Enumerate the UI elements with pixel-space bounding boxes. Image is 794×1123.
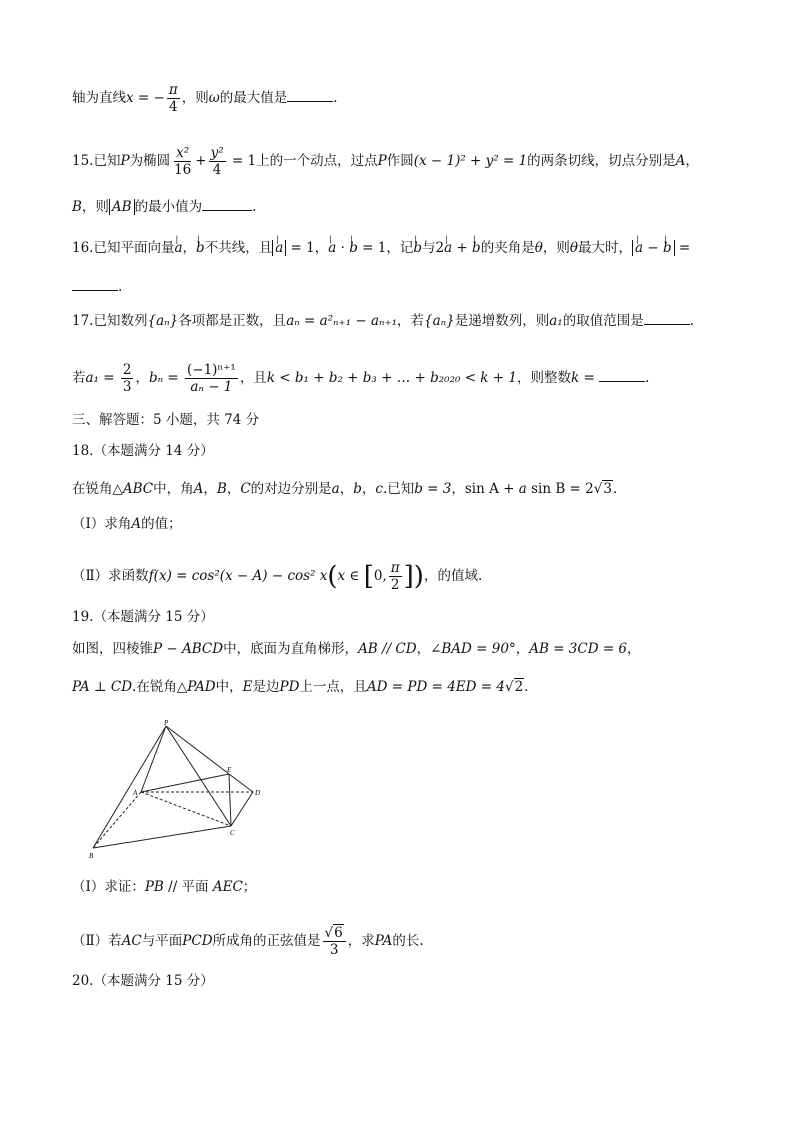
sqrt-radicand: 2: [514, 679, 524, 695]
text: .已知: [382, 481, 415, 497]
label-D: D: [255, 789, 261, 797]
text: ，: [226, 481, 241, 497]
formula: (x − 1)² + y² = 1: [413, 153, 528, 169]
section-heading: 三、解答题：5 小题，共 74 分: [72, 412, 260, 428]
frac-num: π: [390, 560, 400, 576]
text: ，且: [239, 370, 267, 386]
text: 不共线，且: [204, 240, 273, 256]
p19-line1: [72, 639, 641, 659]
formula: k < b₁ + b₂ + b₃ + … + b₂₀₂₀ < k + 1: [266, 370, 517, 386]
var: C: [240, 481, 251, 497]
var: AEC: [212, 879, 243, 895]
frac-num: 2: [122, 362, 132, 378]
text: 15.已知: [72, 153, 121, 169]
formula: aₙ = a²ₙ₊₁ − aₙ₊₁: [286, 313, 398, 329]
label-B: B: [89, 852, 94, 860]
var: b: [353, 481, 362, 497]
text: （Ⅰ）求角: [72, 516, 132, 532]
text: 的值；: [141, 516, 182, 532]
var: P: [377, 153, 387, 169]
text: ，: [203, 481, 217, 497]
label-C: C: [230, 829, 235, 837]
text: 上一点，且: [299, 679, 367, 695]
fraction: [185, 362, 238, 395]
text: （Ⅱ）求函数: [72, 568, 149, 584]
var: a: [518, 481, 527, 497]
text: ，的值域.: [423, 568, 483, 584]
text: 所成角的正弦值是: [212, 933, 321, 949]
text: 的夹角是: [480, 240, 535, 256]
label-E: E: [227, 766, 232, 774]
text: 的最大值是: [219, 90, 288, 106]
var: θ: [534, 240, 543, 256]
formula: f(x) = cos²(x − A) − cos² x: [148, 568, 328, 584]
frac-num: x²: [176, 145, 190, 161]
text: ，则: [542, 240, 570, 256]
edge-DC: [231, 792, 253, 826]
var: E: [242, 679, 253, 695]
p18-line1: 在锐角△ABC中，角A，B，C的对边分别是a，b，c.已知b = 3，sin A + a sin B = 2√3.: [72, 481, 618, 497]
text: ，: [515, 641, 530, 657]
formula: x ∈: [337, 568, 364, 584]
fraction: [121, 362, 134, 395]
var: B: [72, 199, 82, 215]
p19-part2: [72, 925, 424, 958]
frac-den: 2: [390, 577, 400, 593]
frac-num: y²: [210, 145, 224, 161]
var: B: [216, 481, 227, 497]
fraction: [167, 82, 180, 115]
frac-den: 4: [168, 99, 178, 115]
var: PA: [374, 933, 393, 949]
label-A: A: [133, 789, 138, 797]
formula: b = 3: [414, 481, 452, 497]
text: ，则: [181, 90, 209, 106]
text: = 1，记: [357, 240, 414, 256]
vector: | a: [174, 238, 182, 258]
p14-end-line: 轴为直线x = − $\frac{\pi}{4}$ ，则ω的最大值是 .: [72, 82, 338, 115]
text: = 1上的一个动点，过点: [227, 153, 378, 169]
text: 与2: [421, 240, 445, 256]
text: 中，底面为直角梯形，: [223, 641, 359, 657]
p15-line1: 15.已知P为椭圆 $\frac{\text{x²}}{16}$ + $\frac{\text{y²}}{4}$ = 1上的一个动点，过点P作圆(x − 1)² + y² = 1的两条切线，切点分别是A，: [72, 145, 699, 178]
text: （Ⅱ）若: [72, 933, 122, 949]
edge-AE: [141, 774, 229, 792]
p18-part1: [72, 514, 182, 534]
p17-line2: 若a₁ = $\frac{2}{3}$ ，bₙ = $\frac{\text{(−1)ⁿ⁺¹}}{\text{aₙ − 1}}$ ，且k < b₁ + b₂ + b₃ + … + b₂₀₂₀ < k + 1，则整数k = .: [72, 362, 650, 395]
fraction: [389, 560, 402, 593]
pyramid-figure: [86, 718, 276, 860]
var: PCD: [182, 933, 213, 949]
formula: P − ABCD: [153, 641, 224, 657]
text: sin B = 2: [526, 481, 594, 497]
sqrt-radicand: 6: [334, 925, 343, 941]
text: 17.已知数列: [72, 313, 148, 329]
var: A: [675, 153, 686, 169]
text: +: [452, 240, 473, 256]
text: =: [674, 240, 691, 256]
edge-AB: [93, 792, 141, 848]
var: ω: [208, 90, 220, 106]
text: // 平面: [163, 879, 213, 895]
p16-line2: .: [72, 276, 122, 297]
frac-num: (−1)ⁿ⁺¹: [187, 362, 236, 378]
sequence: {aₙ}: [147, 313, 179, 329]
text: 各项都是正数，且: [178, 313, 287, 329]
vector: | b: [413, 238, 422, 258]
edge-PB: [93, 726, 166, 848]
frac-den: 16: [174, 162, 192, 178]
edge-AC: [141, 792, 231, 826]
p19-part1: [72, 877, 256, 897]
text: 若: [72, 370, 86, 386]
frac-den: 3: [329, 942, 339, 958]
text: 是递增数列，则: [454, 313, 550, 329]
text: 的取值范围是: [562, 313, 644, 329]
var: k: [570, 370, 580, 386]
text: ，sin A +: [451, 481, 519, 497]
formula: PA ⊥ CD: [72, 679, 133, 695]
vector: | a: [635, 238, 643, 258]
answer-blank: [644, 310, 690, 325]
vector: | b: [349, 238, 358, 258]
text: ，: [627, 641, 641, 657]
p16-line1: [72, 238, 690, 258]
p19-header: 19.（本题满分 15 分）: [72, 609, 214, 625]
vector: | b: [472, 238, 481, 258]
fraction: [209, 145, 226, 178]
vector: | a: [328, 238, 336, 258]
text: ，: [416, 641, 431, 657]
edge-ED: [229, 774, 253, 792]
p15-line2: B，则 AB 的最小值为 .: [72, 196, 256, 217]
p19-line2: PA ⊥ CD.在锐角△PAD中，E是边PD上一点，且AD = PD = 4ED = 4√2.: [72, 679, 529, 695]
var: a: [331, 481, 340, 497]
label-P: P: [164, 719, 169, 727]
formula: ∠BAD = 90°: [430, 641, 516, 657]
edge-PA: [141, 726, 166, 792]
text: ；: [242, 879, 257, 895]
text: 最大时，: [577, 240, 632, 256]
var: a₁: [85, 370, 99, 386]
text: 在锐角△: [72, 481, 123, 497]
frac-den: 3: [122, 379, 132, 395]
var: bₙ: [148, 370, 164, 386]
formula: AB = 3CD = 6: [529, 641, 628, 657]
frac-den: 4: [212, 162, 222, 178]
edge-PE: [166, 726, 229, 774]
text: 轴为直线: [72, 90, 126, 106]
text: 的长.: [392, 933, 424, 949]
var: PAD: [187, 679, 216, 695]
frac-num: π: [168, 82, 178, 98]
text: +: [195, 153, 207, 169]
edge-BC: [93, 826, 231, 848]
text: 16.已知平面向量: [72, 240, 175, 256]
text: ，: [182, 240, 197, 256]
sqrt-radicand: 3: [603, 481, 612, 497]
text: −: [643, 240, 663, 256]
fraction: $\frac{√6}{3}$: [323, 925, 346, 958]
text: 是边: [252, 679, 280, 695]
answer-blank: [599, 367, 645, 382]
text: = 1，: [286, 240, 329, 256]
answer-blank: [72, 276, 118, 291]
var: c: [375, 481, 383, 497]
var: A: [193, 481, 204, 497]
text: ，则: [81, 199, 109, 215]
text: 与平面: [141, 933, 183, 949]
p17-line1: 17.已知数列{aₙ}各项都是正数，且aₙ = a²ₙ₊₁ − aₙ₊₁，若{aₙ}是递增数列，则a₁的取值范围是 .: [72, 310, 694, 331]
var: P: [120, 153, 130, 169]
answer-blank: [287, 87, 333, 102]
var: x: [126, 90, 134, 106]
var: ABC: [122, 481, 154, 497]
text: =: [163, 370, 183, 386]
p18-part2: （Ⅱ）求函数f(x) = cos²(x − A) − cos² x(x ∈ [0, $\frac{\pi}{2}$ ])，的值域.: [72, 560, 483, 593]
text: （Ⅰ）求证：: [72, 879, 145, 895]
text: ，: [339, 481, 354, 497]
text: ，求: [347, 933, 375, 949]
text: ，: [135, 370, 149, 386]
var: PD: [279, 679, 300, 695]
text: 为椭圆: [129, 153, 171, 169]
text: 0,: [373, 568, 387, 584]
answer-blank: [202, 196, 252, 211]
var: PB: [144, 879, 164, 895]
var: θ: [569, 240, 578, 256]
frac-den: aₙ − 1: [190, 379, 233, 395]
var: A: [131, 516, 142, 532]
text: 的对边分别是: [250, 481, 332, 497]
text: 中，角: [153, 481, 194, 497]
sequence: {aₙ}: [424, 313, 455, 329]
var: AC: [121, 933, 142, 949]
text: =: [579, 370, 600, 386]
edge-EC: [229, 774, 231, 826]
vector: | b: [196, 238, 205, 258]
p18-header: 18.（本题满分 14 分）: [72, 443, 214, 459]
text: ，若: [397, 313, 425, 329]
abs-value: AB: [109, 199, 135, 215]
text: ，: [361, 481, 376, 497]
vector: | a: [444, 238, 452, 258]
text: 如图，四棱锥: [72, 641, 153, 657]
formula: AD = PD = 4ED = 4: [366, 679, 505, 695]
vector: | b: [663, 238, 672, 258]
text: 的两条切线，切点分别是: [527, 153, 676, 169]
text: 作圆: [386, 153, 414, 169]
text: =: [98, 370, 119, 386]
text: = −: [133, 90, 165, 106]
fraction: [172, 145, 193, 178]
text: 中，: [215, 679, 243, 695]
formula: AB // CD: [358, 641, 417, 657]
text: ·: [336, 240, 350, 256]
p20-header: 20.（本题满分 15 分）: [72, 973, 214, 989]
vector: | a: [275, 238, 283, 258]
var: a₁: [549, 313, 563, 329]
text: 的最小值为: [134, 199, 203, 215]
text: ，则整数: [516, 370, 571, 386]
text: .在锐角△: [132, 679, 188, 695]
